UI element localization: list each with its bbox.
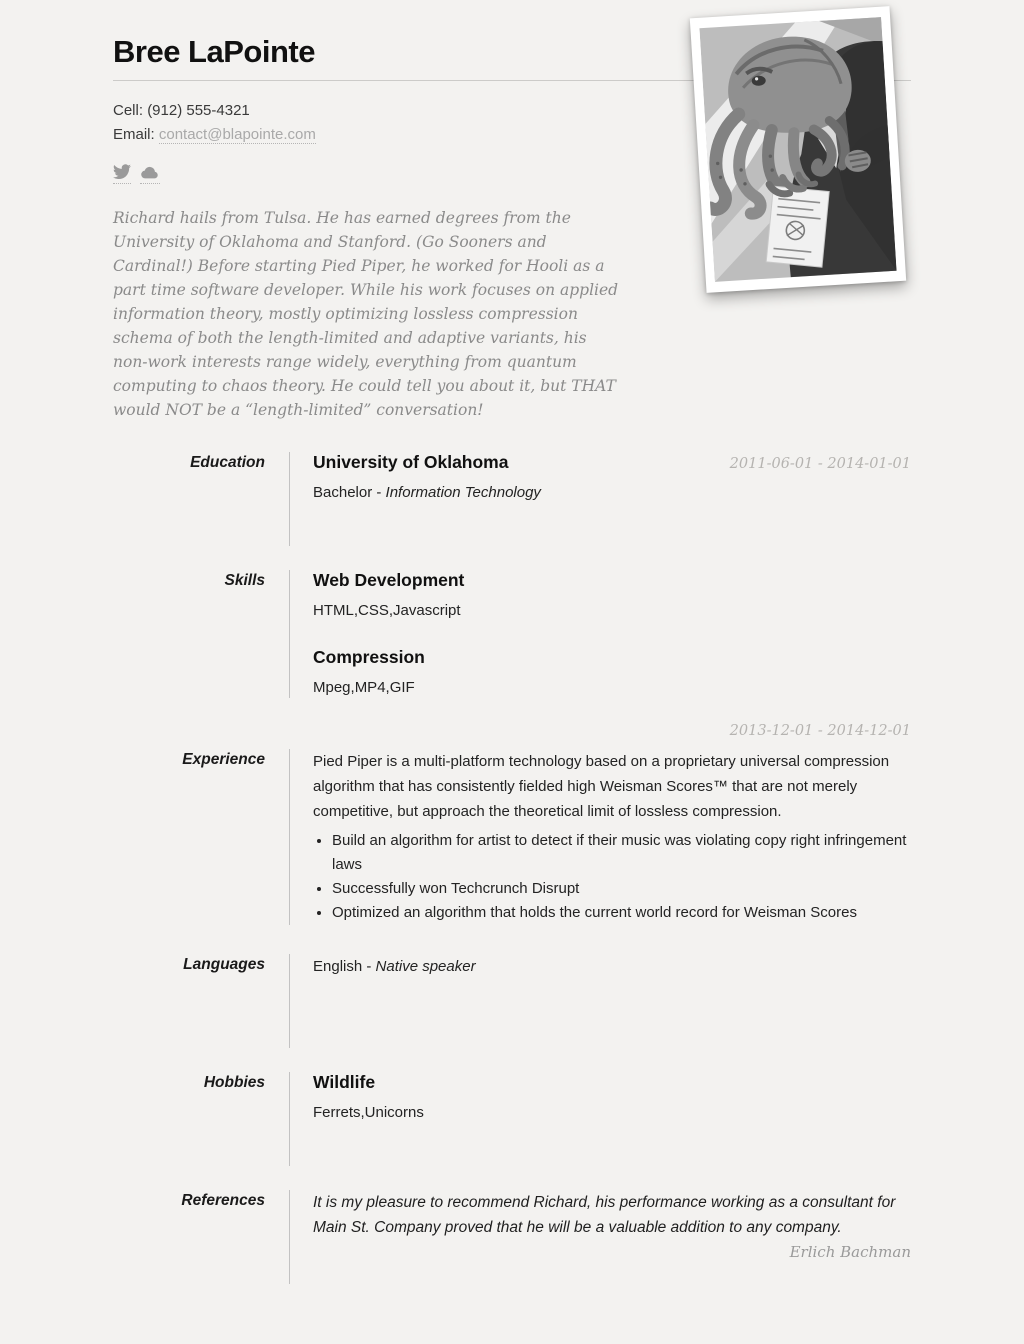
twitter-icon — [113, 164, 131, 179]
cell-value: (912) 555-4321 — [147, 102, 250, 119]
section-education — [113, 452, 911, 546]
highlight-item: • Successfully won Techcrunch Disrupt — [332, 877, 911, 901]
degree-field: Information Technology — [385, 484, 541, 501]
skill-keywords: HTML,CSS,Javascript — [313, 602, 461, 619]
skill-entry — [313, 570, 911, 621]
sections — [113, 452, 911, 1284]
experience-content — [290, 749, 911, 925]
section-label-languages: Languages — [113, 954, 290, 1048]
section-label-education: Education — [113, 452, 290, 546]
profile-photo — [690, 6, 906, 293]
education-title-line — [313, 452, 911, 473]
section-skills — [113, 570, 911, 698]
highlight-item: • Optimized an algorithm that holds the current world record for Weisman Scores — [332, 901, 911, 925]
skill-keywords: Mpeg,MP4,GIF — [313, 679, 415, 696]
language-line — [313, 956, 911, 977]
experience-highlights — [313, 829, 911, 925]
education-content — [290, 452, 911, 546]
cell-label: Cell: — [113, 102, 144, 119]
reference-attribution: Erlich Bachman — [789, 1243, 911, 1261]
hobby-keywords: Ferrets,Unicorns — [313, 1104, 424, 1121]
hobby-title: Wildlife — [313, 1072, 376, 1092]
education-dates: 2011-06-01 - 2014-01-01 — [729, 456, 911, 472]
section-label-skills: Skills — [113, 570, 290, 698]
experience-dates: 2013-12-01 - 2014-12-01 — [729, 723, 911, 739]
education-degree — [313, 482, 911, 503]
summary-text: Richard hails from Tulsa. He has earned degrees from the University of Oklahoma and Stanford. (Go Sooners and Cardinal!) Before starting Pied Piper, he worked for Hooli as a part time software developer. While his work focuses on applied information theory, mostly optimizing lossless compression schema of both the length-limited and adaptive variants, his non-work interests range widely, everything from quantum computing to chaos theory. He could tell you about it, but THAT would NOT be a “length-limited” conversation! — [113, 209, 619, 419]
cthulhu-illustration — [699, 16, 896, 284]
skill-entry — [313, 647, 911, 698]
page-title: Bree LaPointe — [113, 34, 315, 69]
hobbies-content — [290, 1072, 911, 1166]
experience-date-line — [113, 722, 911, 740]
email-label: Email: — [113, 126, 155, 143]
skills-content — [290, 570, 911, 698]
skill-title: Compression — [313, 647, 425, 667]
languages-content — [290, 954, 911, 1048]
section-label-hobbies: Hobbies — [113, 1072, 290, 1166]
degree-prefix: Bachelor - — [313, 484, 382, 501]
section-languages — [113, 954, 911, 1048]
soundcloud-link[interactable] — [140, 166, 160, 184]
experience-summary: Pied Piper is a multi-platform technology based on a proprietary universal compression algorithm that has consistently fielded high Weisman Scores™ that are not merely competitive, but approach the theoretical limit of lossless compression. — [313, 753, 890, 820]
section-label-experience: Experience — [113, 749, 290, 925]
section-hobbies — [113, 1072, 911, 1166]
cloud-icon — [140, 166, 160, 179]
section-experience — [113, 722, 911, 925]
section-label-references: References — [113, 1190, 290, 1284]
section-references — [113, 1190, 911, 1284]
language-fluency: Native speaker — [375, 958, 476, 975]
reference-quote: It is my pleasure to recommend Richard, his performance working as a consultant for Main St. Company proved that he will be a valuable addition to any company. — [313, 1194, 896, 1236]
highlight-item: • Build an algorithm for artist to detect if their music was violating copy right infringement laws — [332, 829, 911, 877]
education-institution: University of Oklahoma — [313, 452, 509, 472]
skill-title: Web Development — [313, 570, 465, 590]
email-link[interactable]: contact@blapointe.com — [158, 126, 316, 143]
language-name: English - — [313, 958, 372, 975]
references-content — [290, 1190, 911, 1284]
twitter-link[interactable] — [113, 164, 131, 184]
